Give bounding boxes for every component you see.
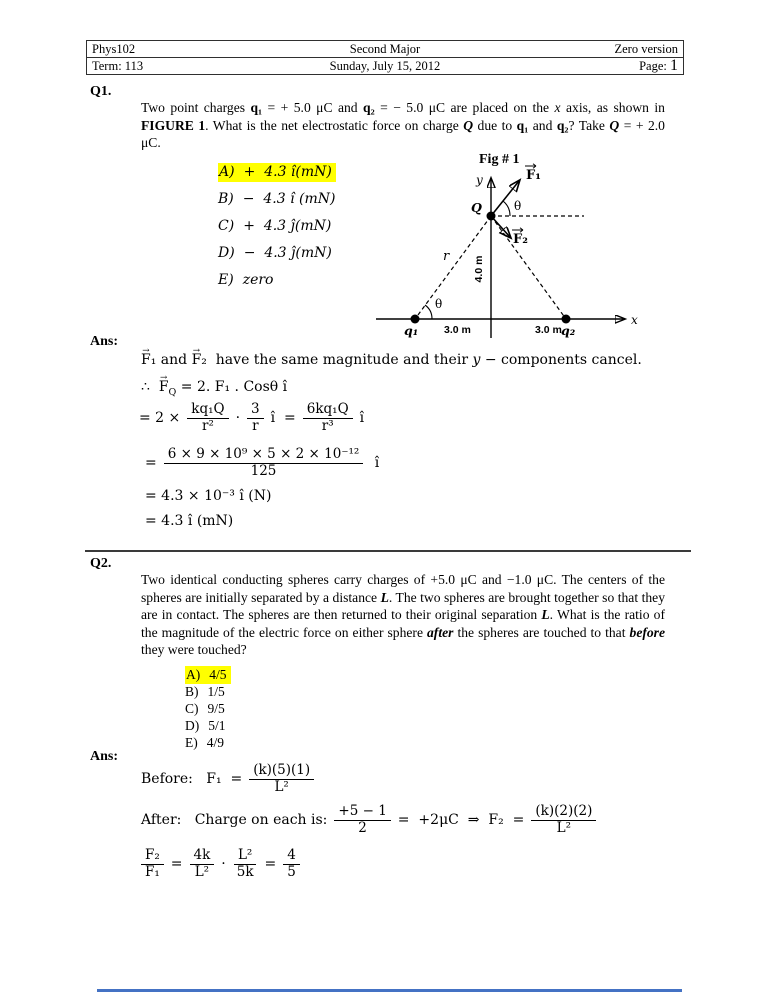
header-date: Sunday, July 15, 2012 xyxy=(329,59,441,73)
q1-choices xyxy=(218,164,336,299)
y-axis-label: y xyxy=(476,173,483,187)
q2-equation-ratio: $\frac{\text{F₂}}{\text{F₁}}$ = $\frac{4k}{\text{L²}}$ · $\frac{\text{L²}}{5k}$ = $\frac{4}{5}$ xyxy=(141,848,300,881)
theta-arc-top xyxy=(503,201,510,216)
q1-equation-2: = $\frac{\text{6 × 9 × 10⁹ × 5 × 2 × 10⁻¹²}}{125}$ î xyxy=(145,446,380,479)
dist-right-label: 3.0 m xyxy=(535,324,562,336)
charge-Q-dot xyxy=(487,212,496,221)
q1-solution-line2: ∴ → $F_Q = 2$. F₁ . Cosθ î xyxy=(141,379,287,398)
q2-choice-e: E) 4/9 xyxy=(185,735,225,750)
header-page xyxy=(505,58,683,74)
charge-q2-label: q₂ xyxy=(561,323,576,338)
q1-ans-label: Ans: xyxy=(90,334,119,349)
q2-question-text: Two identical conducting spheres carry charges of +5.0 μC and −1.0 μC. The centers of the spheres are initially separated by a distance L. The two spheres are brought together so that they are in contact. The spheres are then returned to their original separation L. What is the ratio of the magnitude of the electric force on either sphere after the spheres are touched to that before they were touched? xyxy=(141,572,666,658)
f1-label: F₁ xyxy=(526,168,541,183)
dist-left-label: 3.0 m xyxy=(444,324,471,336)
header-term: Term: 113 xyxy=(92,59,144,73)
charge-q1-label: q₁ xyxy=(404,323,419,338)
q2-choice-b: B) 1/5 xyxy=(185,684,225,699)
header-course: Phys102 xyxy=(87,41,265,58)
figure-1 xyxy=(370,148,650,344)
theta-label-bottom: θ xyxy=(435,297,443,311)
r-label: r xyxy=(443,249,450,264)
q1-choice-e: E) zero xyxy=(218,272,274,288)
q1-equation-3: = 4.3 × 10⁻³ î (N) xyxy=(145,488,272,504)
q2-equation-after: After: Charge on each is: $\frac{+5 - 1}{2}$ = +2μC ⇒ F₂ = $\frac{(k)(2)(2)}{\text{L²}}$ xyxy=(141,804,596,837)
q2-choices xyxy=(185,667,231,752)
x-axis-label: x xyxy=(631,313,638,327)
theta-label-top: θ xyxy=(514,199,522,213)
figure-title: Fig # 1 xyxy=(479,152,520,167)
r-dashed-line-right xyxy=(491,216,566,319)
q2-choice-c: C) 9/5 xyxy=(185,701,225,716)
q1-choice-b: B) − 4.3 î (mN) xyxy=(218,191,336,207)
footer-rule xyxy=(97,989,682,992)
q2-choice-d: D) 5/1 xyxy=(185,718,226,733)
header-version: Zero version xyxy=(505,41,683,58)
q1-equation-1: = 2 × $\frac{\text{kq₁Q}}{\text{r²}}$ · $\frac{3}{r}$ î = $\frac{\text{6kq₁Q}}{\text{r³}}$ î xyxy=(139,401,365,434)
q1-choice-d: D) − 4.3 ĵ(mN) xyxy=(218,245,332,261)
header-page-label: Page: xyxy=(639,59,670,73)
height-label: 4.0 m xyxy=(473,255,485,283)
q1-choice-c: C) + 4.3 ĵ(mN) xyxy=(218,218,332,234)
q2-ans-label: Ans: xyxy=(90,749,119,764)
q1-solution-line1: → F₁ and → F₂ have the same magnitude and their y − components cancel. xyxy=(141,352,642,368)
q2-choice-a: A) 4/5 xyxy=(185,667,231,684)
theta-arc-bottom xyxy=(425,305,432,319)
question-separator xyxy=(85,550,691,552)
q1-equation-4: = 4.3 î (mN) xyxy=(145,513,234,529)
q1-question-text: Two point charges q₁ = + 5.0 μC and q₂ = − 5.0 μC are placed on the x axis, as shown in FIGURE 1. What is the net electrostatic force on charge Q due to q₁ and q₂? Take Q = + 2.0 μC. xyxy=(141,100,665,151)
charge-Q-label: Q xyxy=(471,200,482,215)
f2-label: F₂ xyxy=(513,232,528,247)
q1-choice-a: A) + 4.3 î(mN) xyxy=(218,164,336,191)
q2-equation-before: Before: F₁ = $\frac{(k)(5)(1)}{\text{L²}}$ xyxy=(141,763,314,796)
q2-label: Q2. xyxy=(90,556,112,571)
q1-label: Q1. xyxy=(90,84,112,99)
header-page-number: 1 xyxy=(670,57,678,74)
header-table xyxy=(86,40,684,75)
header-exam: Second Major xyxy=(265,41,505,58)
